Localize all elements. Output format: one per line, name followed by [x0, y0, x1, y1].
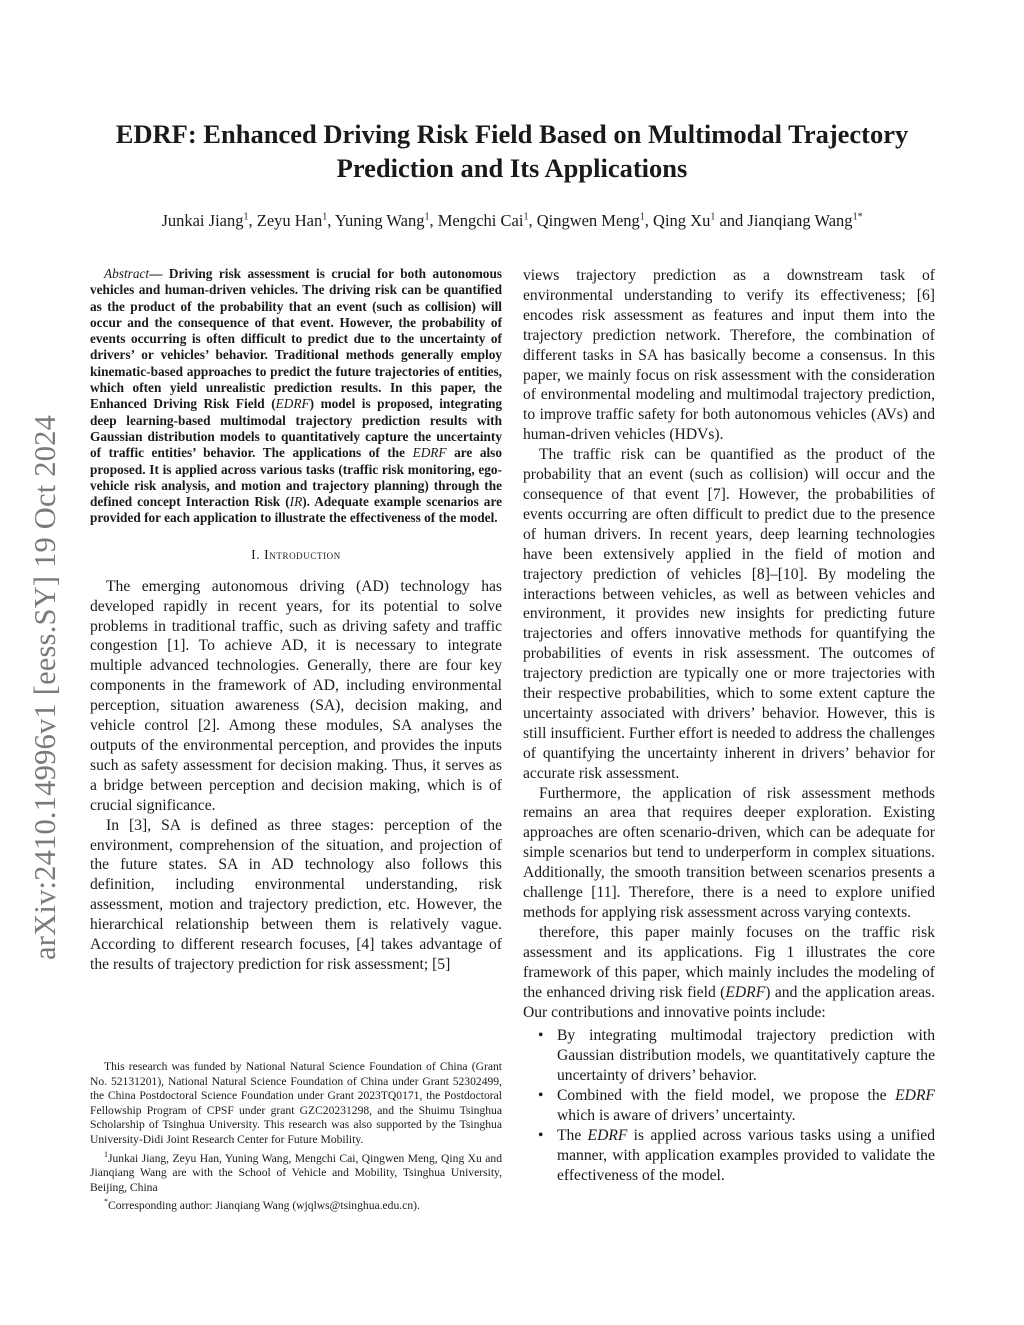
affiliation-footnote: $^1$Junkai Jiang, Zeyu Han, Yuning Wang, Mengchi Cai, Qingwen Meng, Qing Xu and Jianqiang Wang are with the School of Vehicle and Mobility, Tsinghua University, Beijing, China: [90, 1149, 502, 1194]
bullet: •: [538, 1126, 544, 1144]
author: Yuning Wang$^1$,: [334, 211, 438, 230]
paragraph: The emerging autonomous driving (AD) technology has developed rapidly in recent years, for its potential to solve problems in traditional traffic, such as driving safety and traffic congestion [1]. To achieve AD, it is necessary to integrate multiple advanced technologies. Generally, there are four key components in the framework of AD, including environmental perception, situation awareness (SA), decision making, and vehicle control [2]. Among these modules, SA analyses the outputs of the environmental perception, and provides the inputs such as safety assessment for decision making. Thus, it serves as a bridge between perception and decision making, which is of crucial significance.: [90, 577, 502, 814]
author: Mengchi Cai$^1$,: [437, 211, 537, 230]
list-item: • The EDRF is applied across various tasks using a unified manner, with application examples provided to validate the effectiveness of the model.: [538, 1126, 935, 1184]
footnotes: [90, 1060, 502, 1214]
paragraph: views trajectory prediction as a downstream task of environmental understanding to verify its effectiveness; [6] encodes risk assessment as features and input them into the trajectory prediction network. Therefore, the combination of different tasks in SA has basically become a consensus. In this paper, we mainly focus on risk assessment with the consideration of environmental modeling and multimodal trajectory prediction, to improve traffic safety for both autonomous vehicles (AVs) and human-driven vehicles (HDVs).: [523, 267, 935, 444]
list-item: • By integrating multimodal trajectory prediction with Gaussian distribution models, we quantitatively capture the uncertainty of drivers’ behavior.: [538, 1027, 935, 1085]
paragraph: therefore, this paper mainly focuses on the traffic risk assessment and its applications. Fig 1 illustrates the core framework of this paper, which mainly includes the modeling of the enhanced driving risk field (EDRF) and the application areas. Our contributions and innovative points include:: [523, 923, 935, 1021]
funding-footnote: This research was funded by National Natural Science Foundation of China (Grant No. 52131201), National Natural Science Foundation of China under Grant 52302499, the China Postdoctoral Science Foundation under Grant 2023TQ0171, the Postdoctoral Fellowship Program of CPSF under grant GZC20231298, and the Shuimu Tsinghua Scholarship of Tsinghua University. This research was also supported by the Tsinghua University-Didi Joint Research Center for Future Mobility.: [90, 1060, 502, 1146]
right-column: [523, 266, 935, 1186]
paragraph: Furthermore, the application of risk assessment methods remains an area that requires deeper exploration. Existing approaches are often scenario-driven, which can be adequate for simple scenarios but tend to underperform in complex situations. Additionally, the smooth transition between scenarios presents a challenge [11]. Therefore, there is a need to explore unified methods for applying risk assessment across varying contexts.: [523, 784, 935, 921]
title-line-1: EDRF: Enhanced Driving Risk Field Based on Multimodal Trajectory: [115, 119, 909, 149]
author: Junkai Jiang$^1$,: [161, 211, 257, 230]
paragraph: In [3], SA is defined as three stages: perception of the environment, comprehension of the situation, and projection of the future states. SA in AD technology also follows this definition, including environmental understanding, risk assessment, motion and trajectory prediction, etc. However, the hierarchical relationship between them is relatively vague. According to different research focuses, [4] takes advantage of the results of trajectory prediction for risk assessment; [5]: [90, 816, 502, 973]
author: Zeyu Han$^1$,: [256, 211, 335, 230]
edrf-term: EDRF: [275, 396, 310, 412]
ir-term: IR: [289, 494, 303, 510]
list-item: • Combined with the field model, we propose the EDRF which is aware of drivers’ uncertainty.: [538, 1087, 935, 1125]
contribution-list: [523, 1026, 935, 1185]
edrf-term: EDRF: [725, 983, 766, 1001]
section-heading-introduction: I. Introduction: [251, 546, 341, 562]
edrf-term: EDRF: [412, 445, 447, 461]
title-line-2: Prediction and Its Applications: [336, 153, 688, 183]
corresponding-author-footnote: *Corresponding author: Jianqiang Wang (wjqlws@tsinghua.edu.cn).: [104, 1197, 420, 1213]
author: Qingwen Meng$^1$,: [536, 211, 654, 230]
edrf-term: EDRF: [895, 1087, 935, 1105]
bullet: •: [538, 1027, 544, 1045]
author: Jianqiang Wang$^{1*}$: [747, 211, 863, 230]
bullet: •: [538, 1087, 544, 1105]
author-list: [80, 211, 944, 231]
abstract-label: Abstract: [104, 266, 150, 281]
arxiv-side-identifier: arXiv:2410.14996v1 [eess.SY] 19 Oct 2024: [28, 414, 62, 960]
paper-title: [80, 117, 944, 185]
author: Qing Xu$^1$ and: [653, 211, 748, 230]
left-column: [90, 266, 502, 975]
abstract: Abstract— Driving risk assessment is crucial for both autonomous vehicles and human-driven vehicles. The driving risk can be quantified as the product of the probability that an event (such as collision) will occur and the consequence of that event. However, the probability of events occurring is often difficult to predict due to the uncertainty of drivers’ or vehicles’ behavior. Traditional methods generally employ kinematic-based approaches to predict the future trajectories of entities, which often yield unrealistic prediction results. In this paper, the Enhanced Driving Risk Field (EDRF) model is proposed, integrating deep learning-based multimodal trajectory prediction results with Gaussian distribution models to quantitatively capture the uncertainty of traffic entities’ behavior. The applications of the EDRF are also proposed. It is applied across various tasks (traffic risk monitoring, ego-vehicle risk analysis, and motion and trajectory planning) through the defined concept Interaction Risk (IR). Adequate example scenarios are provided for each application to illustrate the effectiveness of the model.: [90, 266, 503, 526]
paragraph: The traffic risk can be quantified as the product of the probability that an event (such as collision) will occur and the consequence of that event [7]. However, the probabilities of events occurring are often difficult to predict due to the presence of human drivers. In recent years, deep learning technologies have been extensively applied in the field of motion and trajectory prediction of vehicles [8]–[10]. By modeling the interactions between vehicles, as well as between vehicles and environment, it provides new insights for predicting future trajectories and offers innovative methods for quantifying the probabilities of events in risk assessment. The outcomes of trajectory prediction are typically one or more trajectories with their respective probabilities, which to some extent capture the uncertainty associated with drivers’ behavior. However, this is still insufficient. Further effort is needed to address the challenges of quantifying the uncertainty inherent in drivers’ behavior for accurate risk assessment.: [523, 446, 935, 782]
edrf-term: EDRF: [587, 1126, 628, 1144]
